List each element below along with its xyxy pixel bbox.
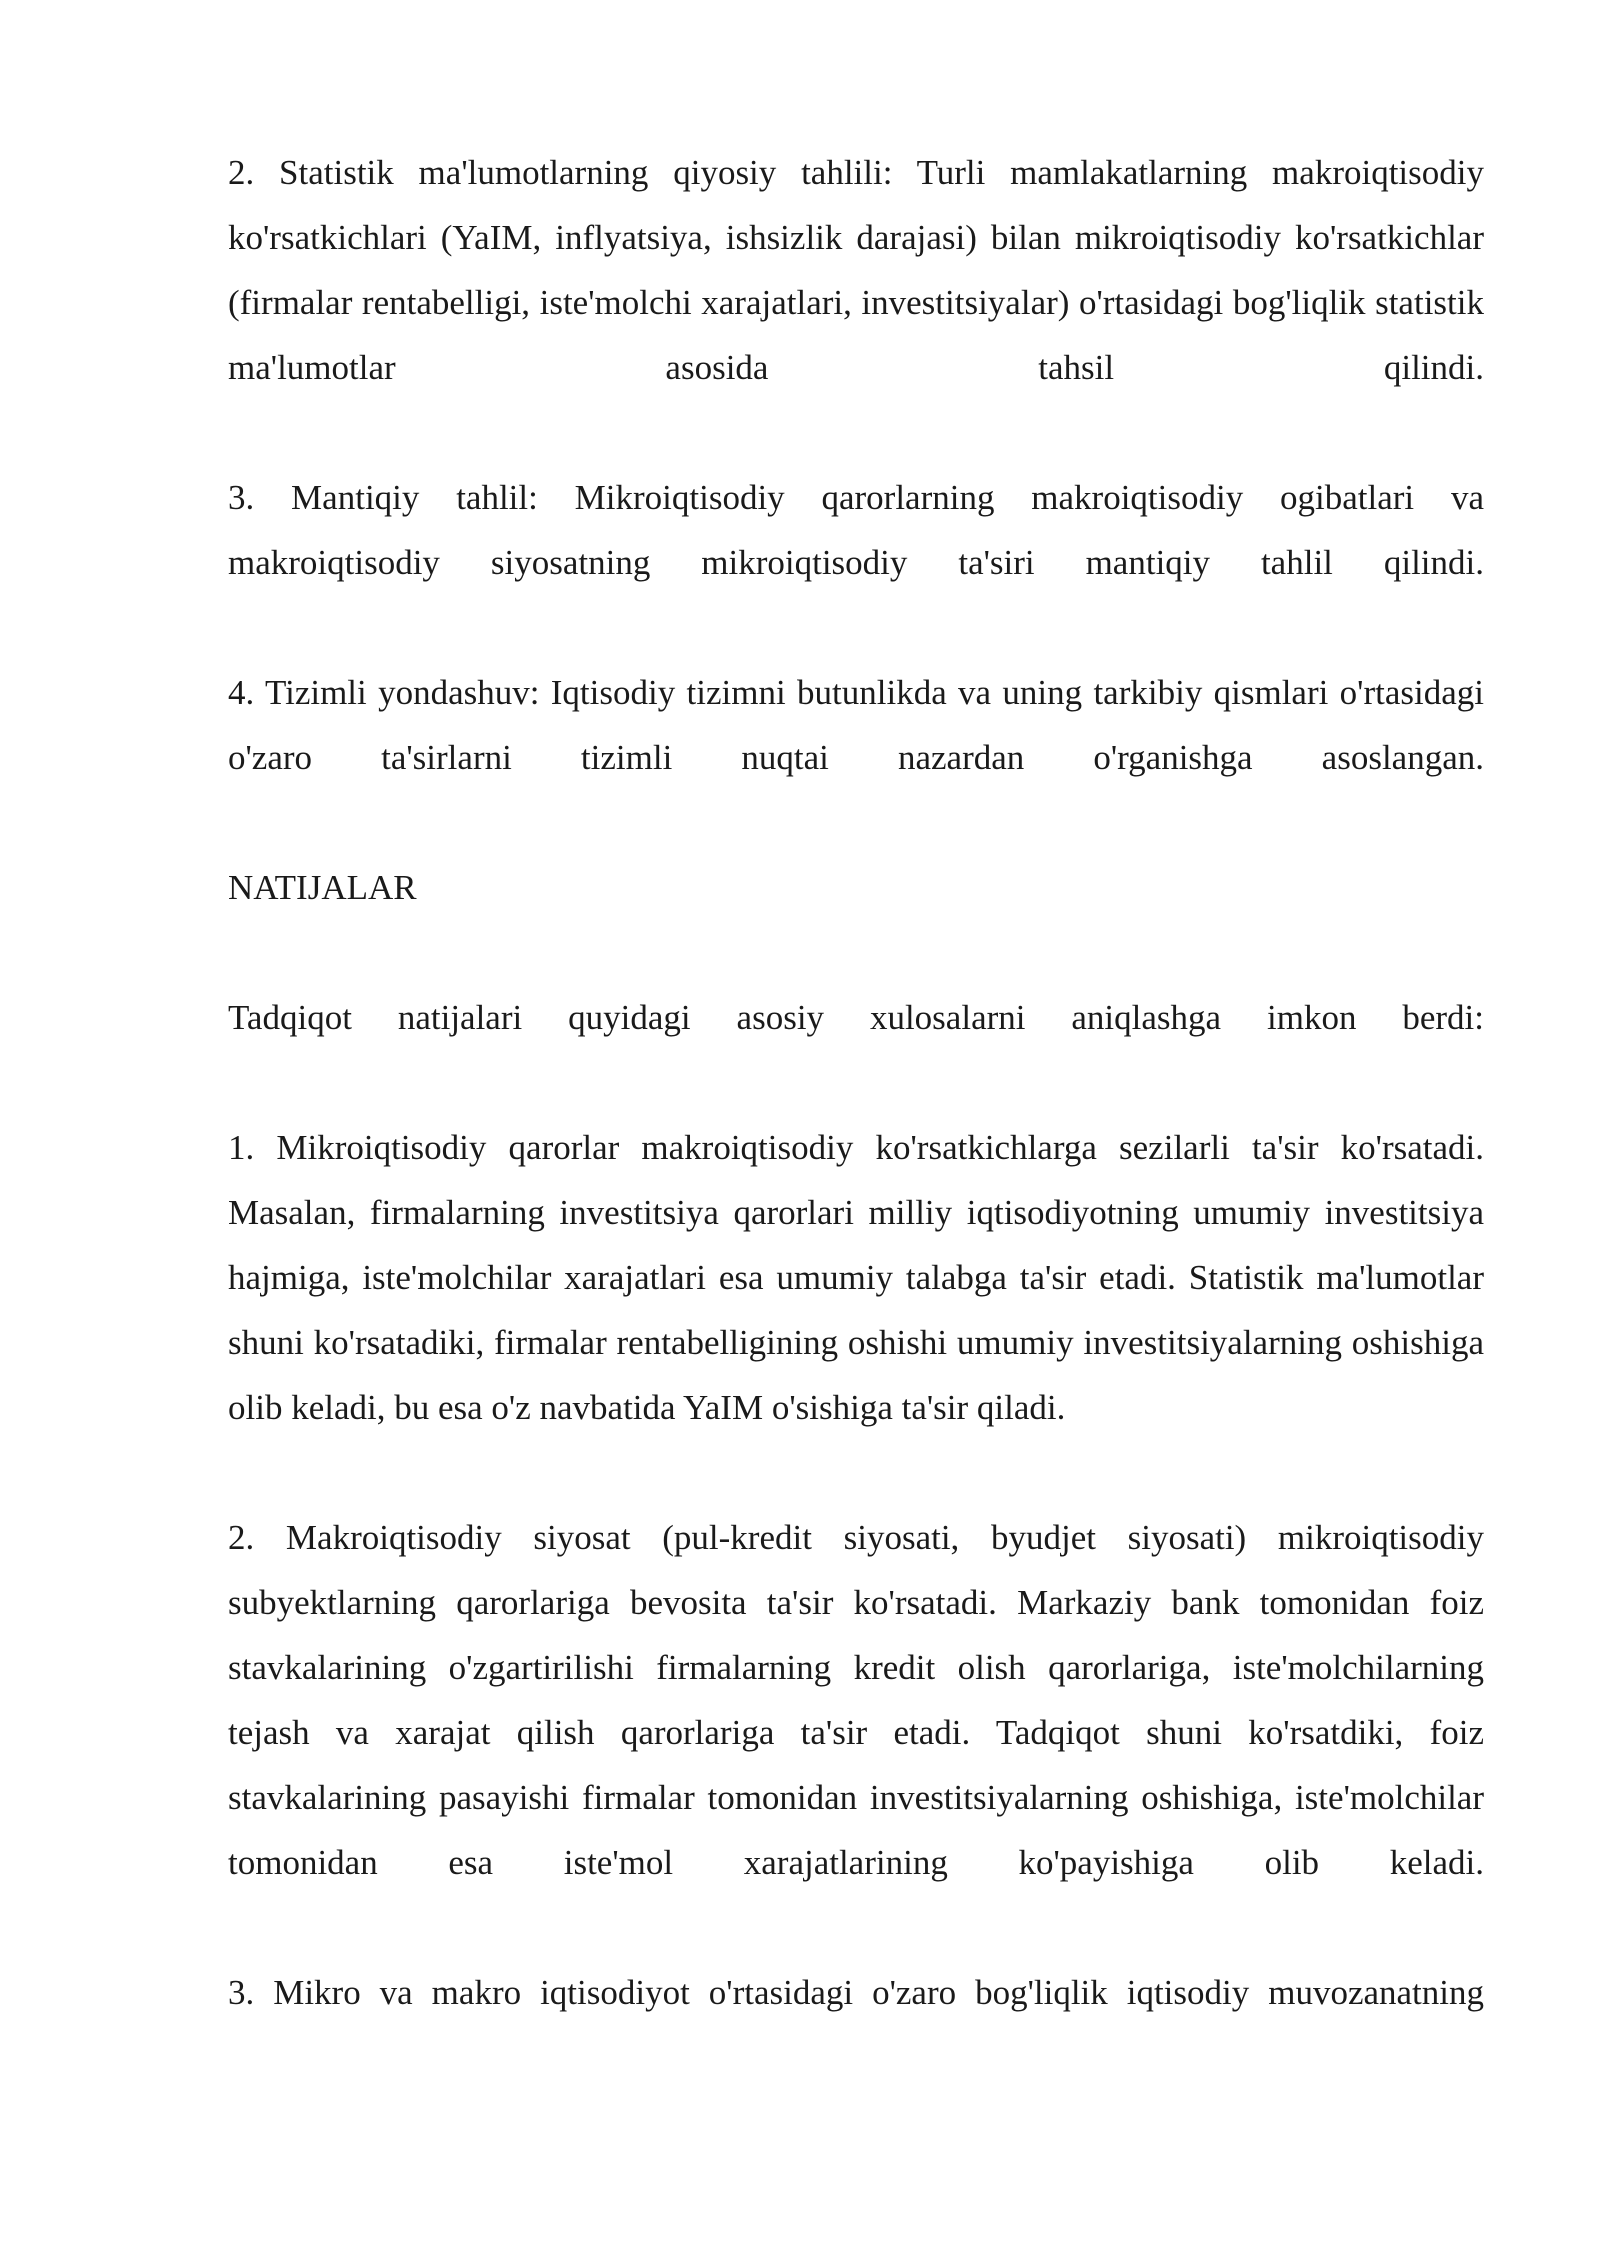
section-heading-results: NATIJALAR (228, 868, 417, 907)
paragraph-systemic-approach: 4. Tizimli yondashuv: Iqtisodiy tizimni butunlikda va uning tarkibiy qismlari o'rtasidagi o'zaro ta'sirlarni tizimli nuqtai nazardan o'rganishga asoslangan. (228, 673, 1484, 777)
results-intro: Tadqiqot natijalari quyidagi asosiy xulosalarni aniqlashga imkon berdi: (228, 998, 1484, 1037)
result-item-2: 2. Makroiqtisodiy siyosat (pul-kredit siyosati, byudjet siyosati) mikroiqtisodiy subyektlarning qarorlariga bevosita ta'sir ko'rsatadi. Markaziy bank tomonidan foiz stavkalarining o'zgartirilishi firmalarning kredit olish qarorlariga, iste'molchilarning tejash va xarajat qilish qarorlariga ta'sir etadi. Tadqiqot shuni ko'rsatdiki, foiz stavkalarining pasayishi firmalar tomonidan investitsiyalarning oshishiga, iste'molchilar tomonidan esa iste'mol xarajatlarining ko'payishiga olib keladi. (228, 1518, 1484, 1882)
paragraph-statistical-analysis: 2. Statistik ma'lumotlarning qiyosiy tahlili: Turli mamlakatlarning makroiqtisodiy ko'rsatkichlari (YaIM, inflyatsiya, ishsizlik darajasi) bilan mikroiqtisodiy ko'rsatkichlar (firmalar rentabelligi, iste'molchi xarajatlari, investitsiyalar) o'rtasidagi bog'liqlik statistik ma'lumotlar asosida tahsil qilindi. (228, 153, 1484, 387)
result-item-3: 3. Mikro va makro iqtisodiyot o'rtasidagi o'zaro bog'liqlik iqtisodiy muvozanatning (228, 1973, 1484, 2012)
paragraph-logical-analysis: 3. Mantiqiy tahlil: Mikroiqtisodiy qarorlarning makroiqtisodiy ogibatlari va makroiqtisodiy siyosatning mikroiqtisodiy ta'siri mantiqiy tahlil qilindi. (228, 478, 1484, 582)
result-item-1: 1. Mikroiqtisodiy qarorlar makroiqtisodiy ko'rsatkichlarga sezilarli ta'sir ko'rsatadi. Masalan, firmalarning investitsiya qarorlari milliy iqtisodiyotning umumiy investitsiya hajmiga, iste'molchilar xarajatlari esa umumiy talabga ta'sir etadi. Statistik ma'lumotlar shuni ko'rsatadiki, firmalar rentabelligining oshishi umumiy investitsiyalarning oshishiga olib keladi, bu esa o'z navbatida YaIM o'sishiga ta'sir qiladi. (228, 1128, 1484, 1427)
document-page (228, 140, 1484, 2025)
